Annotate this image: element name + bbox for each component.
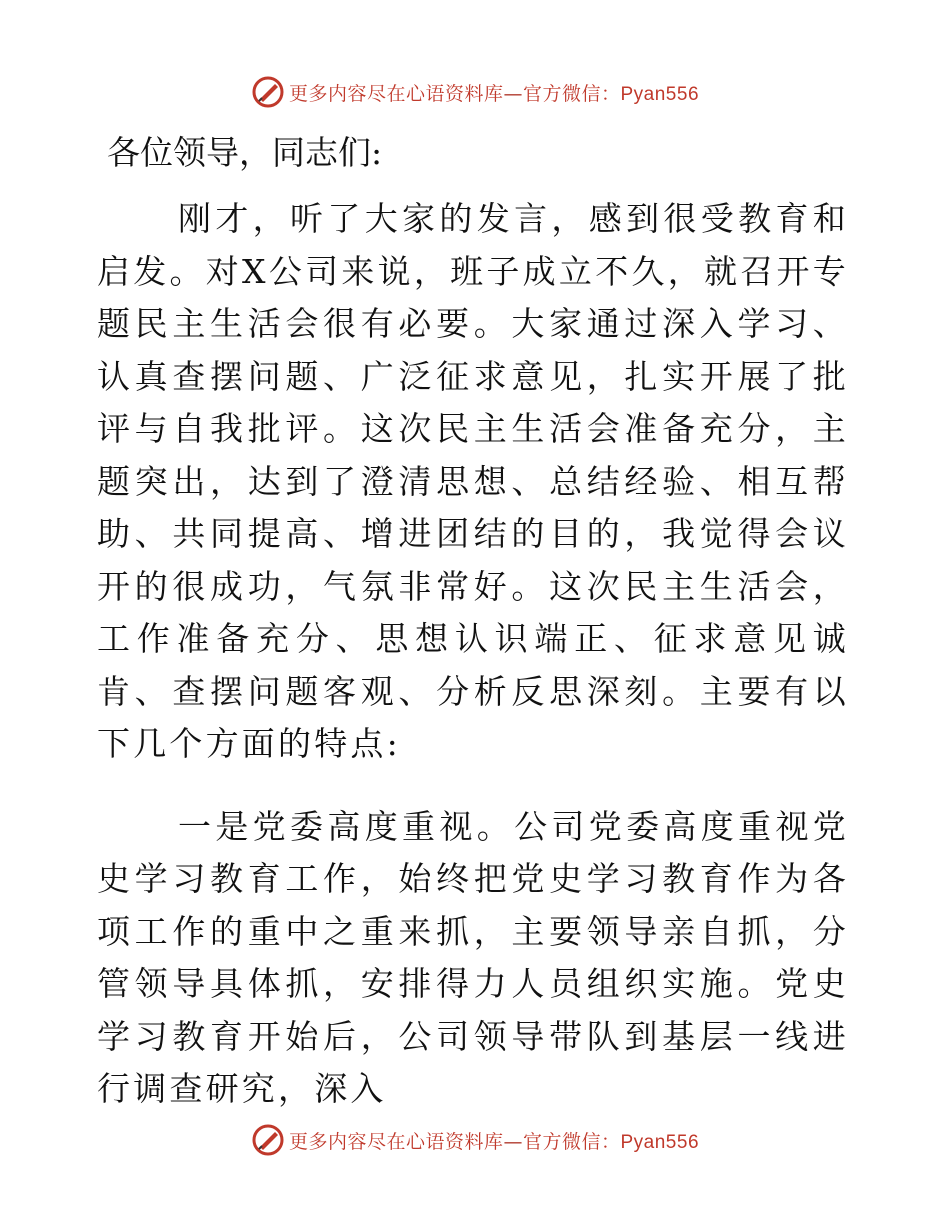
quill-pen-logo-icon: [251, 1123, 285, 1157]
paragraph-1: 刚才，听了大家的发言，感到很受教育和启发。对X公司来说，班子成立不久，就召开专题民主生活会很有必要。大家通过深入学习、认真查摆问题、广泛征求意见，扎实开展了批评与自我批评。这次民主生活会准备充分，主题突出，达到了澄清思想、总结经验、相互帮助、共同提高、增进团结的目的，我觉得会议开的很成功，气氛非常好。这次民主生活会，工作准备充分、思想认识端正、征求意见诚肯、查摆问题客观、分析反思深刻。主要有以下几个方面的特点:: [97, 199, 849, 763]
header-contact-id: Pyan556: [620, 83, 700, 105]
document-body: [97, 120, 849, 1146]
footer-site-name: 更多内容尽在心语资料库: [288, 1130, 504, 1153]
salutation: 各位领导，同志们:: [107, 133, 383, 172]
footer-separator: —: [503, 1130, 523, 1153]
header-separator: —: [503, 82, 523, 105]
footer-watermark-text: [289, 1127, 699, 1154]
header-contact-label: 官方微信：: [522, 82, 621, 105]
paragraph-2: 一是党委高度重视。公司党委高度重视党史学习教育工作，始终把党史学习教育作为各项工作的重中之重来抓，主要领导亲自抓，分管领导具体抓，安排得力人员组织实施。党史学习教育开始后，公司领导带队到基层一线进行调查研究，深入: [97, 806, 849, 1108]
quill-pen-logo-icon: [251, 75, 285, 109]
footer-contact-label: 官方微信：: [522, 1130, 621, 1153]
header-watermark-text: [289, 79, 699, 106]
header-watermark: [0, 72, 950, 112]
footer-contact-id: Pyan556: [620, 1131, 700, 1153]
header-site-name: 更多内容尽在心语资料库: [288, 82, 504, 105]
footer-watermark: [0, 1120, 950, 1160]
